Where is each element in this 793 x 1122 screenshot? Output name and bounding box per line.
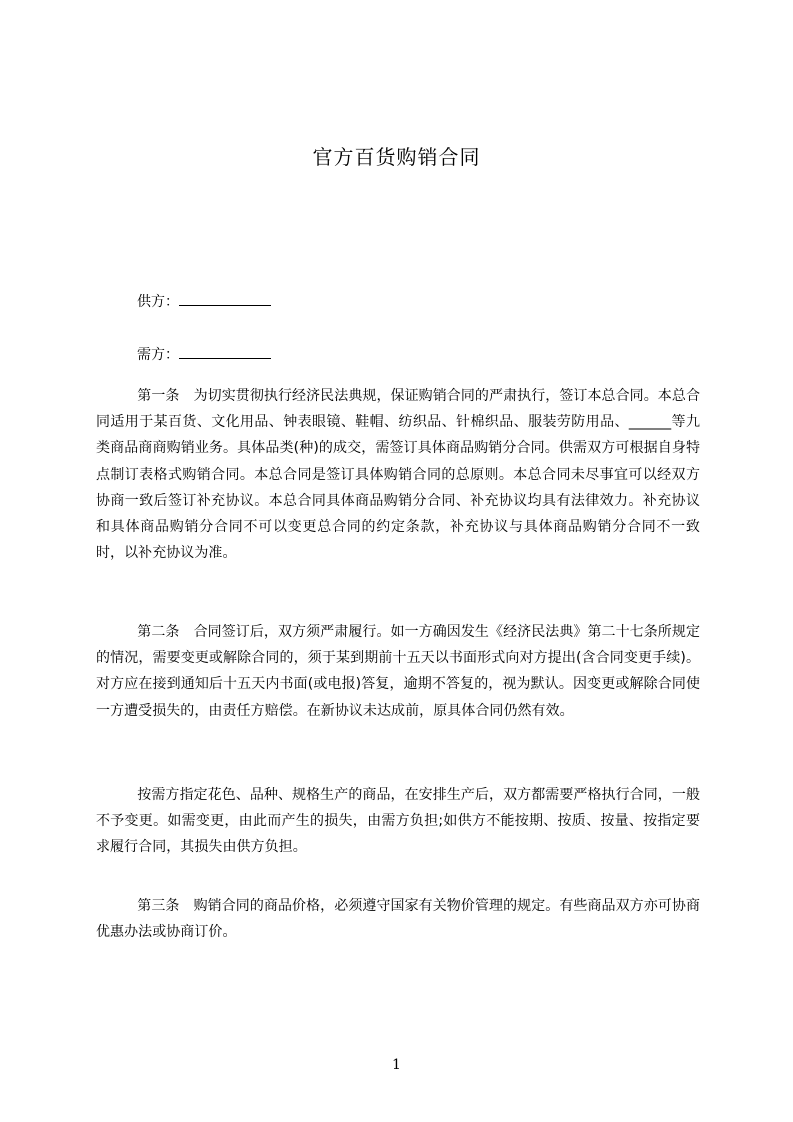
- article-2-paragraph: 第二条 合同签订后，双方须严肃履行。如一方确因发生《经济民法典》第二十七条所规定的情况，需要变更或解除合同的，须于某到期前十五天以书面形式向对方提出(含合同变更手续)。对方应在接到通知后十五天内书面(或电报)答复，逾期不答复的，视为默认。因变更或解除合同使一方遭受损失的，由责任方赔偿。在新协议未达成前，原具体合同仍然有效。: [96, 624, 700, 719]
- supplier-line: [137, 291, 271, 312]
- document-title: 官方百货购销合同: [312, 145, 481, 169]
- supplier-label: 供方：: [137, 294, 179, 310]
- buyer-line: [137, 344, 271, 365]
- article-1-paragraph: 第一条 为切实贯彻执行经济民法典规，保证购销合同的严肃执行，签订本总合同。本总合同适用于某百货、文化用品、钟表眼镜、鞋帽、纺织品、针棉织品、服装劳防用品、______等九类商品商商购销业务。具体品类(种)的成交，需签订具体商品购销分合同。供需双方可根据自身特点制订表格式购销合同。本总合同是签订具体购销合同的总原则。本总合同未尽事宜可以经双方协商一致后签订补充协议。本总合同具体商品购销分合同、补充协议均具有法律效力。补充协议和具体商品购销分合同不可以变更总合同的约定条款，补充协议与具体商品购销分合同不一致时，以补充协议为准。: [96, 388, 700, 562]
- supplier-blank: [179, 291, 271, 306]
- buyer-label: 需方：: [137, 347, 179, 363]
- buyer-blank: [179, 344, 271, 359]
- article-3-paragraph: 第三条 购销合同的商品价格，必须遵守国家有关物价管理的规定。有些商品双方亦可协商优惠办法或协商订价。: [96, 898, 700, 941]
- page-number: 1: [392, 1057, 401, 1073]
- custom-order-paragraph: 按需方指定花色、品种、规格生产的商品，在安排生产后，双方都需要严格执行合同，一般不予变更。如需变更，由此而产生的损失，由需方负担;如供方不能按期、按质、按量、按指定要求履行合同，其损失由供方负担。: [96, 787, 700, 856]
